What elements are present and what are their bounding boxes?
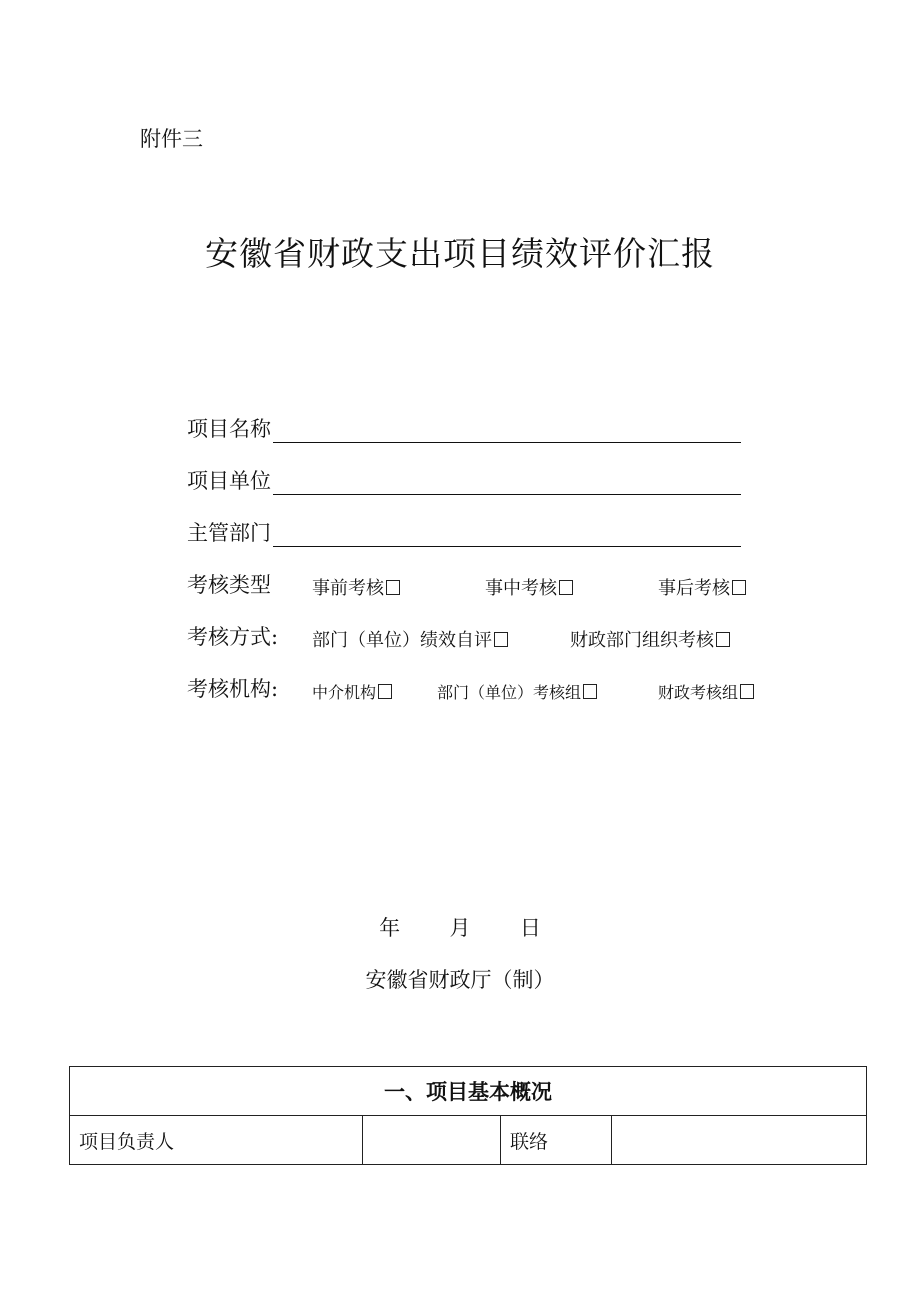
assessment-org-label: 考核机构: (187, 677, 279, 701)
project-leader-label: 项目负责人 (70, 1116, 363, 1165)
assessment-method-row (187, 621, 278, 651)
project-unit-field (187, 465, 741, 495)
checkbox-icon[interactable] (494, 632, 508, 647)
option-mid-assessment[interactable] (485, 574, 573, 600)
option-intermediary[interactable] (312, 680, 392, 703)
option-label: 财政部门组织考核 (570, 630, 714, 651)
attachment-label: 附件三 (140, 127, 203, 151)
checkbox-icon[interactable] (559, 580, 573, 595)
table-section-row (70, 1067, 867, 1116)
option-pre-assessment[interactable] (312, 574, 400, 600)
option-label: 中介机构 (312, 683, 377, 702)
assessment-org-row (187, 673, 278, 703)
project-unit-label: 项目单位 (187, 469, 271, 493)
option-post-assessment[interactable] (658, 574, 746, 600)
issuer: 安徽省财政厅（制） (365, 968, 555, 992)
option-dept-team[interactable] (437, 680, 597, 703)
project-name-label: 项目名称 (187, 417, 271, 441)
project-leader-value[interactable] (363, 1116, 501, 1165)
table-row (70, 1116, 867, 1165)
option-finance-organized[interactable] (570, 626, 730, 652)
checkbox-icon[interactable] (378, 684, 392, 699)
assessment-type-row (187, 569, 271, 599)
option-label: 部门（单位）绩效自评 (312, 630, 492, 651)
supervising-dept-field (187, 517, 741, 547)
supervising-dept-blank[interactable] (273, 520, 741, 547)
supervising-dept-label: 主管部门 (187, 521, 271, 545)
assessment-type-label: 考核类型 (187, 573, 271, 597)
option-label: 事后考核 (658, 578, 730, 599)
checkbox-icon[interactable] (716, 632, 730, 647)
option-label: 事前考核 (312, 578, 384, 599)
project-name-blank[interactable] (273, 416, 741, 443)
checkbox-icon[interactable] (386, 580, 400, 595)
option-label: 财政考核组 (658, 683, 739, 702)
contact-label: 联络 (501, 1116, 612, 1165)
project-unit-blank[interactable] (273, 468, 741, 495)
option-label: 事中考核 (485, 578, 557, 599)
contact-value[interactable] (612, 1116, 867, 1165)
date-line: 年 月 日 (379, 916, 541, 940)
option-finance-team[interactable] (658, 680, 754, 703)
checkbox-icon[interactable] (732, 580, 746, 595)
assessment-method-label: 考核方式: (187, 625, 279, 649)
project-name-field (187, 413, 741, 443)
checkbox-icon[interactable] (740, 684, 754, 699)
document-title: 安徽省财政支出项目绩效评价汇报 (205, 234, 715, 273)
project-overview-table (69, 1066, 867, 1165)
section-title: 一、项目基本概况 (70, 1067, 867, 1116)
checkbox-icon[interactable] (583, 684, 597, 699)
option-self-evaluation[interactable] (312, 626, 508, 652)
option-label: 部门（单位）考核组 (437, 683, 582, 702)
